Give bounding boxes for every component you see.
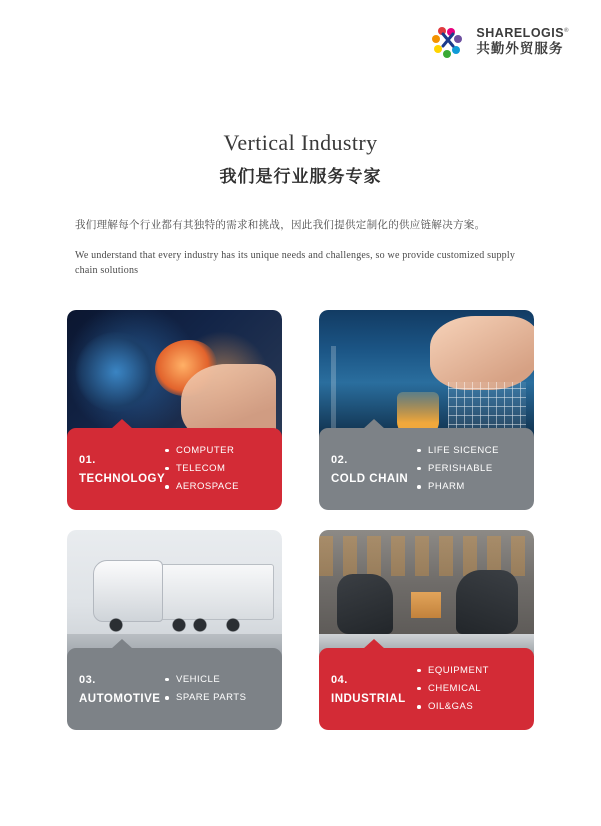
brand-name-cn: 共勤外贸服务 bbox=[476, 41, 564, 57]
card-title: INDUSTRIAL bbox=[331, 692, 406, 705]
card-title: TECHNOLOGY bbox=[79, 472, 166, 485]
card-band bbox=[319, 428, 534, 510]
card-number: 02. bbox=[331, 453, 348, 466]
band-notch-icon bbox=[111, 419, 133, 429]
page-title-en: Vertical Industry bbox=[223, 130, 378, 155]
page-title-cn: 我们是行业服务专家 bbox=[219, 167, 382, 186]
card-band bbox=[67, 428, 282, 510]
band-notch-icon bbox=[363, 419, 385, 429]
technology-ai-brain-image bbox=[67, 310, 282, 442]
card-label bbox=[331, 454, 417, 485]
card-item-list bbox=[417, 442, 499, 496]
industry-card-automotive[interactable] bbox=[67, 530, 282, 730]
card-item-list bbox=[165, 671, 246, 707]
list-item: OIL&GAS bbox=[417, 698, 489, 716]
trademark-symbol: ® bbox=[564, 28, 569, 35]
card-label bbox=[331, 674, 417, 705]
card-label bbox=[79, 674, 165, 705]
list-item: AEROSPACE bbox=[165, 478, 239, 496]
intro-text-en: We understand that every industry has its unique needs and challenges, so we provide customized supply chain solutions bbox=[75, 249, 516, 277]
intro-text-cn: 我们理解每个行业都有其独特的需求和挑战，因此我们提供定制化的供应链解决方案。 bbox=[75, 219, 486, 231]
automotive-truck-image bbox=[67, 530, 282, 662]
card-band bbox=[67, 648, 282, 730]
sharelogis-logo-icon bbox=[429, 22, 469, 62]
industry-card-grid bbox=[67, 310, 534, 730]
card-title: AUTOMOTIVE bbox=[79, 692, 161, 705]
list-item: CHEMICAL bbox=[417, 680, 489, 698]
brand-text bbox=[476, 27, 569, 56]
list-item: PHARM bbox=[417, 478, 499, 496]
intro-block bbox=[75, 218, 530, 279]
brand-logo bbox=[429, 22, 569, 62]
list-item: LIFE SICENCE bbox=[417, 442, 499, 460]
card-band bbox=[319, 648, 534, 730]
band-notch-icon bbox=[363, 639, 385, 649]
cold-chain-lab-image bbox=[319, 310, 534, 442]
industry-card-industrial[interactable] bbox=[319, 530, 534, 730]
card-label bbox=[79, 454, 165, 485]
card-number: 01. bbox=[79, 453, 96, 466]
list-item: VEHICLE bbox=[165, 671, 246, 689]
card-item-list bbox=[417, 662, 489, 716]
page-heading bbox=[0, 130, 601, 187]
industry-card-technology[interactable] bbox=[67, 310, 282, 510]
band-notch-icon bbox=[111, 639, 133, 649]
card-item-list bbox=[165, 442, 239, 496]
industry-card-cold-chain[interactable] bbox=[319, 310, 534, 510]
list-item: PERISHABLE bbox=[417, 460, 499, 478]
card-number: 03. bbox=[79, 673, 96, 686]
card-title: COLD CHAIN bbox=[331, 472, 409, 485]
list-item: EQUIPMENT bbox=[417, 662, 489, 680]
list-item: COMPUTER bbox=[165, 442, 239, 460]
list-item: TELECOM bbox=[165, 460, 239, 478]
industrial-robot-warehouse-image bbox=[319, 530, 534, 662]
brand-name-en: SHARELOGIS® bbox=[476, 26, 569, 41]
list-item: SPARE PARTS bbox=[165, 689, 246, 707]
card-number: 04. bbox=[331, 673, 348, 686]
